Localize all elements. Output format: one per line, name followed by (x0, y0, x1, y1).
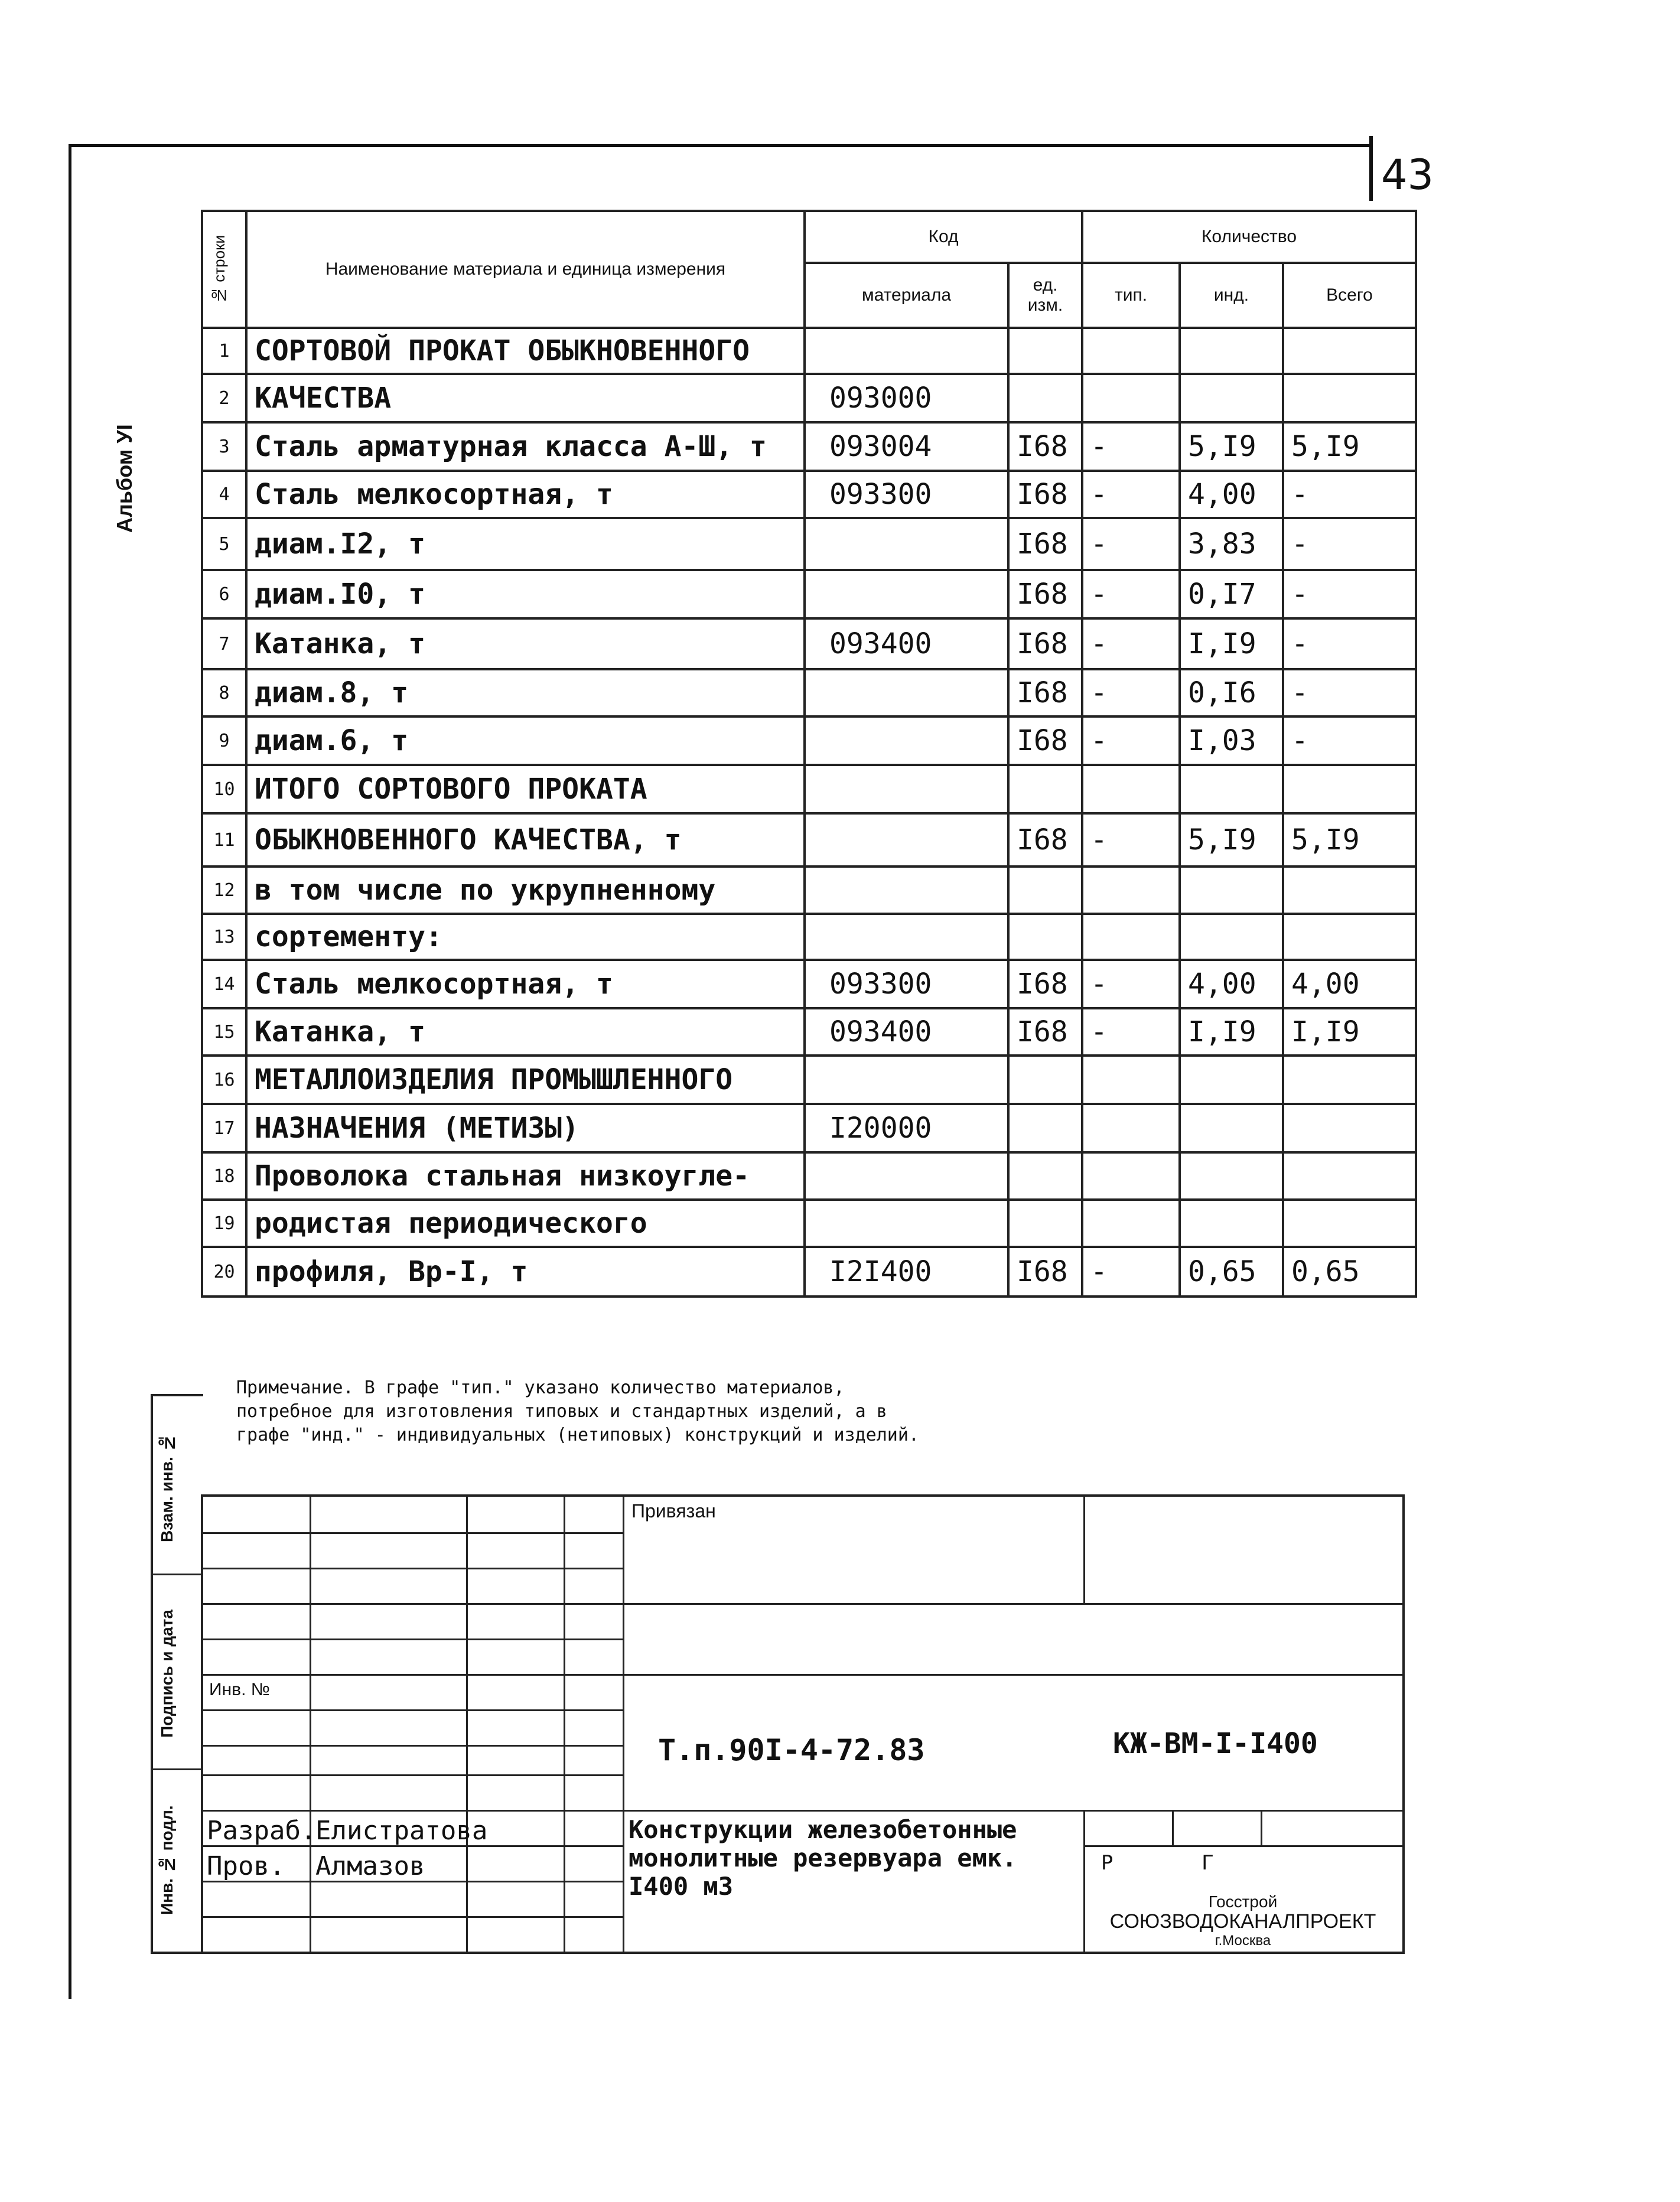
header-qty-typ: тип. (1082, 263, 1180, 328)
table-row (202, 914, 1416, 960)
qty-ind-cell (1180, 914, 1283, 960)
qty-total-cell: - (1283, 618, 1416, 669)
page-number: 43 (1381, 151, 1434, 199)
qty-total-cell: - (1283, 716, 1416, 765)
material-code-cell: 093000 (805, 374, 1008, 422)
qty-total-cell: 5,I9 (1283, 813, 1416, 867)
material-code-cell (805, 914, 1008, 960)
qty-ind-cell: 0,65 (1180, 1247, 1283, 1297)
material-code-cell (805, 1200, 1008, 1247)
table-row (202, 328, 1416, 374)
row-number-cell: 15 (202, 1008, 246, 1056)
qty-ind-cell (1180, 765, 1283, 813)
table-row (202, 669, 1416, 716)
qty-ind-cell: I,03 (1180, 716, 1283, 765)
qty-ind-cell (1180, 328, 1283, 374)
row-number-cell: 14 (202, 960, 246, 1008)
left-col-signature: Подпись и дата (158, 1610, 176, 1738)
left-col-replace: Взам. инв. № (158, 1434, 176, 1542)
qty-ind-cell (1180, 867, 1283, 914)
qty-total-cell: - (1283, 471, 1416, 518)
unit-code-cell (1008, 1152, 1082, 1200)
qty-typ-cell (1082, 374, 1180, 422)
org-line-2: СОЮЗВОДОКАНАЛПРОЕКТ (1109, 1910, 1376, 1933)
qty-typ-cell: - (1082, 669, 1180, 716)
qty-ind-cell: 3,83 (1180, 518, 1283, 570)
material-name-cell: МЕТАЛЛОИЗДЕЛИЯ ПРОМЫШЛЕННОГО (246, 1056, 805, 1104)
qty-ind-cell: 4,00 (1180, 960, 1283, 1008)
unit-code-cell (1008, 328, 1082, 374)
person-checker: Алмазов (315, 1851, 425, 1881)
qty-total-cell (1283, 1056, 1416, 1104)
frame-left-line (69, 144, 71, 1999)
qty-total-cell: 5,I9 (1283, 422, 1416, 471)
qty-typ-cell (1082, 765, 1180, 813)
role-checker: Пров. (207, 1851, 285, 1881)
material-code-cell (805, 867, 1008, 914)
org-line-3: г.Москва (1215, 1933, 1271, 1949)
qty-total-cell: - (1283, 570, 1416, 618)
material-code-cell: 093300 (805, 471, 1008, 518)
header-qty-total: Всего (1283, 263, 1416, 328)
row-number-cell: 11 (202, 813, 246, 867)
header-qty-ind: инд. (1180, 263, 1283, 328)
qty-ind-cell: 5,I9 (1180, 813, 1283, 867)
table-row (202, 1152, 1416, 1200)
qty-total-cell: I,I9 (1283, 1008, 1416, 1056)
material-name-cell: ОБЫКНОВЕННОГО КАЧЕСТВА, т (246, 813, 805, 867)
row-number-cell: 16 (202, 1056, 246, 1104)
qty-ind-cell: I,I9 (1180, 1008, 1283, 1056)
stage-letter: Р (1101, 1851, 1114, 1875)
qty-total-cell (1283, 765, 1416, 813)
unit-code-cell (1008, 1056, 1082, 1104)
qty-ind-cell: 4,00 (1180, 471, 1283, 518)
qty-typ-cell: - (1082, 422, 1180, 471)
material-name-cell: в том числе по укрупненному (246, 867, 805, 914)
inv-number-label: Инв. № (209, 1680, 270, 1699)
unit-code-cell (1008, 374, 1082, 422)
frame-corner-line (1369, 136, 1373, 201)
qty-ind-cell: 5,I9 (1180, 422, 1283, 471)
qty-ind-cell (1180, 1200, 1283, 1247)
qty-typ-cell: - (1082, 471, 1180, 518)
table-row (202, 1247, 1416, 1297)
qty-typ-cell: - (1082, 618, 1180, 669)
row-number-cell: 8 (202, 669, 246, 716)
table-row (202, 765, 1416, 813)
qty-total-cell: 4,00 (1283, 960, 1416, 1008)
table-row (202, 518, 1416, 570)
unit-code-cell: I68 (1008, 471, 1082, 518)
qty-ind-cell (1180, 1056, 1283, 1104)
person-developer: Елистратова (315, 1816, 488, 1846)
qty-total-cell (1283, 328, 1416, 374)
material-name-cell: профиля, Вр-I, т (246, 1247, 805, 1297)
qty-typ-cell: - (1082, 1008, 1180, 1056)
materials-table (201, 210, 1417, 1298)
document-description: Конструкции железобетонные монолитные резервуара емк. I400 м3 (629, 1815, 1017, 1901)
unit-code-cell: I68 (1008, 813, 1082, 867)
table-row (202, 1056, 1416, 1104)
material-code-cell: 093400 (805, 618, 1008, 669)
material-name-cell: Сталь арматурная класса А-Ш, т (246, 422, 805, 471)
material-name-cell: НАЗНАЧЕНИЯ (МЕТИЗЫ) (246, 1104, 805, 1152)
qty-typ-cell: - (1082, 1247, 1180, 1297)
privyazan-label: Привязан (631, 1500, 716, 1522)
material-code-cell: I20000 (805, 1104, 1008, 1152)
unit-code-cell (1008, 765, 1082, 813)
qty-total-cell: 0,65 (1283, 1247, 1416, 1297)
table-row (202, 422, 1416, 471)
unit-code-cell: I68 (1008, 1247, 1082, 1297)
unit-code-cell: I68 (1008, 716, 1082, 765)
unit-code-cell (1008, 1200, 1082, 1247)
unit-code-cell: I68 (1008, 669, 1082, 716)
header-code-unit: ед. изм. (1008, 263, 1082, 328)
row-number-cell: 5 (202, 518, 246, 570)
album-label: Альбом УI (112, 424, 136, 533)
table-row (202, 374, 1416, 422)
row-number-cell: 17 (202, 1104, 246, 1152)
unit-code-cell: I68 (1008, 570, 1082, 618)
material-code-cell (805, 570, 1008, 618)
header-quantity: Количество (1082, 211, 1416, 263)
qty-typ-cell (1082, 914, 1180, 960)
material-code-cell: 093400 (805, 1008, 1008, 1056)
header-code: Код (805, 211, 1082, 263)
document-code: Т.п.90I-4-72.83 (658, 1733, 925, 1767)
qty-total-cell (1283, 1152, 1416, 1200)
row-number-cell: 6 (202, 570, 246, 618)
material-code-cell (805, 1056, 1008, 1104)
qty-typ-cell (1082, 1152, 1180, 1200)
row-number-cell: 13 (202, 914, 246, 960)
header-row-number: № строки (202, 211, 246, 328)
qty-ind-cell: 0,I6 (1180, 669, 1283, 716)
qty-total-cell (1283, 374, 1416, 422)
table-row (202, 1104, 1416, 1152)
material-code-cell (805, 1152, 1008, 1200)
material-code-cell (805, 328, 1008, 374)
row-number-cell: 4 (202, 471, 246, 518)
qty-typ-cell (1082, 1200, 1180, 1247)
material-name-cell: Катанка, т (246, 618, 805, 669)
row-number-cell: 1 (202, 328, 246, 374)
material-code-cell: I2I400 (805, 1247, 1008, 1297)
row-number-cell: 10 (202, 765, 246, 813)
unit-code-cell (1008, 1104, 1082, 1152)
material-name-cell: родистая периодического (246, 1200, 805, 1247)
qty-typ-cell: - (1082, 960, 1180, 1008)
qty-typ-cell (1082, 1104, 1180, 1152)
material-code-cell (805, 716, 1008, 765)
material-name-cell: Катанка, т (246, 1008, 805, 1056)
material-code-cell (805, 765, 1008, 813)
left-col-inv: Инв. № подл. (158, 1805, 176, 1915)
material-name-cell: Сталь мелкосортная, т (246, 471, 805, 518)
org-line-1: Госстрой (1208, 1892, 1278, 1911)
qty-total-cell (1283, 1200, 1416, 1247)
table-row (202, 960, 1416, 1008)
material-code-cell (805, 669, 1008, 716)
material-code-cell: 093300 (805, 960, 1008, 1008)
note-text: Примечание. В графе "тип." указано количество материалов, потребное для изготовления типовых и стандартных изделий, а в графе "инд." - индивидуальных (нетиповых) конструкций и изделий. (236, 1377, 919, 1445)
table-row (202, 1008, 1416, 1056)
qty-ind-cell: I,I9 (1180, 618, 1283, 669)
material-name-cell: Сталь мелкосортная, т (246, 960, 805, 1008)
qty-total-cell (1283, 1104, 1416, 1152)
material-name-cell: КАЧЕСТВА (246, 374, 805, 422)
qty-typ-cell (1082, 867, 1180, 914)
row-number-cell: 9 (202, 716, 246, 765)
unit-code-cell: I68 (1008, 422, 1082, 471)
table-row (202, 716, 1416, 765)
qty-total-cell: - (1283, 518, 1416, 570)
table-row (202, 570, 1416, 618)
qty-ind-cell (1180, 374, 1283, 422)
material-name-cell: диам.8, т (246, 669, 805, 716)
table-row (202, 471, 1416, 518)
qty-typ-cell: - (1082, 716, 1180, 765)
material-name-cell: СОРТОВОЙ ПРОКАТ ОБЫКНОВЕННОГО (246, 328, 805, 374)
sheet-letter: Г (1202, 1851, 1214, 1875)
material-name-cell: Проволока стальная низкоугле- (246, 1152, 805, 1200)
qty-total-cell: - (1283, 669, 1416, 716)
material-name-cell: ИТОГО СОРТОВОГО ПРОКАТА (246, 765, 805, 813)
unit-code-cell: I68 (1008, 1008, 1082, 1056)
material-code-cell: 093004 (805, 422, 1008, 471)
unit-code-cell: I68 (1008, 518, 1082, 570)
header-code-material: материала (805, 263, 1008, 328)
qty-typ-cell (1082, 1056, 1180, 1104)
material-code-cell (805, 813, 1008, 867)
table-row (202, 813, 1416, 867)
material-name-cell: сортементу: (246, 914, 805, 960)
unit-code-cell (1008, 867, 1082, 914)
left-signature-column (151, 1394, 203, 1954)
qty-typ-cell: - (1082, 518, 1180, 570)
unit-code-cell: I68 (1008, 960, 1082, 1008)
qty-ind-cell (1180, 1104, 1283, 1152)
qty-typ-cell: - (1082, 813, 1180, 867)
row-number-cell: 19 (202, 1200, 246, 1247)
material-name-cell: диам.I2, т (246, 518, 805, 570)
qty-ind-cell: 0,I7 (1180, 570, 1283, 618)
row-number-cell: 7 (202, 618, 246, 669)
qty-ind-cell (1180, 1152, 1283, 1200)
qty-total-cell (1283, 867, 1416, 914)
frame-top-line (69, 144, 1373, 147)
row-number-cell: 18 (202, 1152, 246, 1200)
material-code-cell (805, 518, 1008, 570)
qty-typ-cell: - (1082, 570, 1180, 618)
role-developer: Разраб. (207, 1816, 317, 1846)
unit-code-cell (1008, 914, 1082, 960)
row-number-cell: 12 (202, 867, 246, 914)
qty-typ-cell (1082, 328, 1180, 374)
material-name-cell: диам.I0, т (246, 570, 805, 618)
header-name: Наименование материала и единица измерения (246, 211, 805, 328)
sheet-code: КЖ-ВМ-I-I400 (1113, 1727, 1318, 1760)
row-number-cell: 20 (202, 1247, 246, 1297)
row-number-cell: 2 (202, 374, 246, 422)
table-row (202, 1200, 1416, 1247)
title-block (201, 1494, 1405, 1954)
table-row (202, 618, 1416, 669)
material-name-cell: диам.6, т (246, 716, 805, 765)
unit-code-cell: I68 (1008, 618, 1082, 669)
row-number-cell: 3 (202, 422, 246, 471)
table-row (202, 867, 1416, 914)
qty-total-cell (1283, 914, 1416, 960)
